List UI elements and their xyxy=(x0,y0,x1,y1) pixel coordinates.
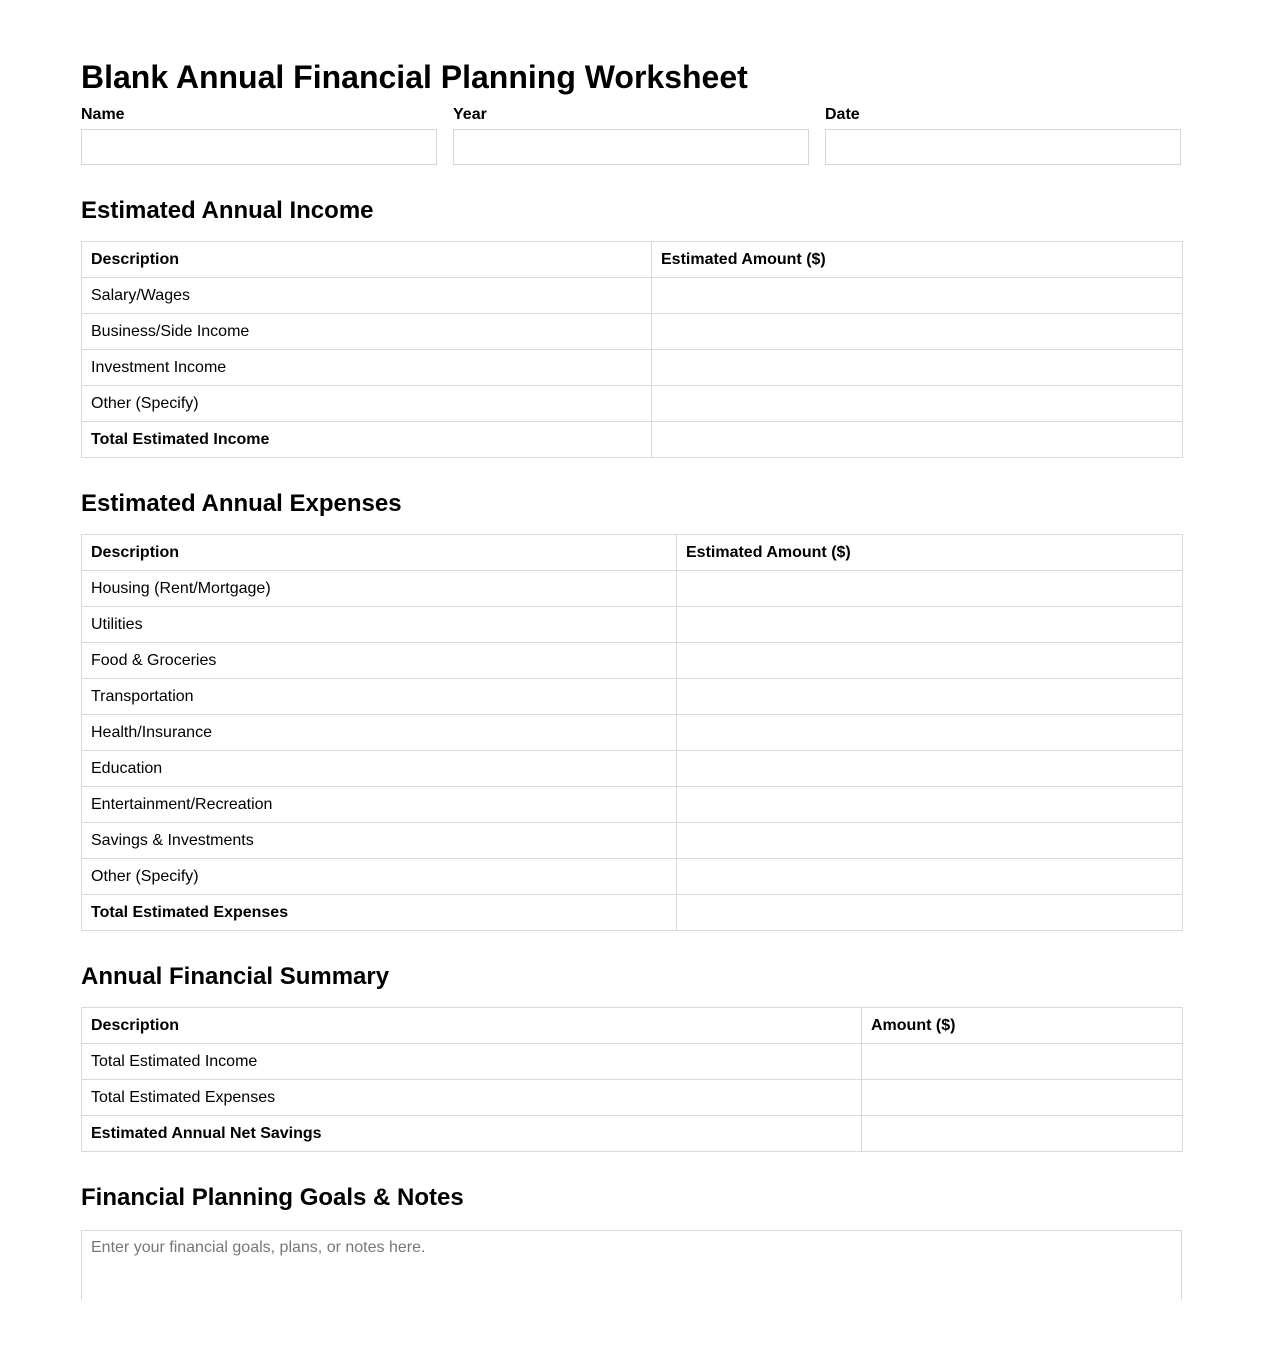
name-field-group xyxy=(81,105,437,165)
column-header-description: Description xyxy=(82,242,652,278)
table-row xyxy=(82,278,1183,314)
total-label: Estimated Annual Net Savings xyxy=(82,1116,862,1152)
name-label: Name xyxy=(81,106,125,123)
total-amount-cell[interactable] xyxy=(652,422,1183,458)
amount-cell[interactable] xyxy=(652,314,1183,350)
row-label: Other (Specify) xyxy=(82,386,652,422)
year-input[interactable] xyxy=(453,129,809,165)
table-row xyxy=(82,823,1183,859)
notes-textarea[interactable] xyxy=(81,1230,1182,1300)
table-row xyxy=(82,715,1183,751)
column-header-amount: Amount ($) xyxy=(862,1008,1183,1044)
name-input[interactable] xyxy=(81,129,437,165)
amount-cell[interactable] xyxy=(677,643,1183,679)
expenses-table xyxy=(81,534,1183,931)
summary-heading: Annual Financial Summary xyxy=(81,963,390,990)
table-header-row xyxy=(82,1008,1183,1044)
table-row xyxy=(82,314,1183,350)
amount-cell[interactable] xyxy=(677,715,1183,751)
amount-cell[interactable] xyxy=(652,350,1183,386)
column-header-amount: Estimated Amount ($) xyxy=(652,242,1183,278)
table-row xyxy=(82,679,1183,715)
date-input[interactable] xyxy=(825,129,1181,165)
row-label: Housing (Rent/Mortgage) xyxy=(82,571,677,607)
row-label: Health/Insurance xyxy=(82,715,677,751)
amount-cell[interactable] xyxy=(652,386,1183,422)
table-row xyxy=(82,607,1183,643)
table-header-row xyxy=(82,242,1183,278)
table-row xyxy=(82,859,1183,895)
row-label: Entertainment/Recreation xyxy=(82,787,677,823)
total-amount-cell[interactable] xyxy=(862,1116,1183,1152)
row-label: Education xyxy=(82,751,677,787)
column-header-description: Description xyxy=(82,1008,862,1044)
amount-cell[interactable] xyxy=(677,823,1183,859)
year-field-group xyxy=(453,105,809,165)
table-row xyxy=(82,1080,1183,1116)
row-label: Transportation xyxy=(82,679,677,715)
row-label: Savings & Investments xyxy=(82,823,677,859)
row-label: Salary/Wages xyxy=(82,278,652,314)
total-row xyxy=(82,1116,1183,1152)
row-label: Utilities xyxy=(82,607,677,643)
row-label: Food & Groceries xyxy=(82,643,677,679)
row-label: Total Estimated Income xyxy=(82,1044,862,1080)
table-row xyxy=(82,350,1183,386)
column-header-amount: Estimated Amount ($) xyxy=(677,535,1183,571)
total-label: Total Estimated Income xyxy=(82,422,652,458)
table-row xyxy=(82,751,1183,787)
summary-table xyxy=(81,1007,1183,1152)
total-amount-cell[interactable] xyxy=(677,895,1183,931)
expenses-heading: Estimated Annual Expenses xyxy=(81,490,402,517)
amount-cell[interactable] xyxy=(677,751,1183,787)
table-row xyxy=(82,787,1183,823)
column-header-description: Description xyxy=(82,535,677,571)
date-label: Date xyxy=(825,106,860,123)
amount-cell[interactable] xyxy=(677,679,1183,715)
table-row xyxy=(82,643,1183,679)
header-fields xyxy=(81,105,1182,165)
amount-cell[interactable] xyxy=(862,1080,1183,1116)
total-label: Total Estimated Expenses xyxy=(82,895,677,931)
table-row xyxy=(82,571,1183,607)
row-label: Other (Specify) xyxy=(82,859,677,895)
amount-cell[interactable] xyxy=(862,1044,1183,1080)
table-header-row xyxy=(82,535,1183,571)
amount-cell[interactable] xyxy=(652,278,1183,314)
row-label: Total Estimated Expenses xyxy=(82,1080,862,1116)
amount-cell[interactable] xyxy=(677,787,1183,823)
table-row xyxy=(82,386,1183,422)
page-title: Blank Annual Financial Planning Worksheet xyxy=(81,59,748,95)
amount-cell[interactable] xyxy=(677,571,1183,607)
income-heading: Estimated Annual Income xyxy=(81,197,374,224)
row-label: Business/Side Income xyxy=(82,314,652,350)
year-label: Year xyxy=(453,106,487,123)
row-label: Investment Income xyxy=(82,350,652,386)
notes-heading: Financial Planning Goals & Notes xyxy=(81,1184,464,1211)
amount-cell[interactable] xyxy=(677,607,1183,643)
total-row xyxy=(82,895,1183,931)
total-row xyxy=(82,422,1183,458)
amount-cell[interactable] xyxy=(677,859,1183,895)
date-field-group xyxy=(825,105,1181,165)
table-row xyxy=(82,1044,1183,1080)
income-table xyxy=(81,241,1183,458)
